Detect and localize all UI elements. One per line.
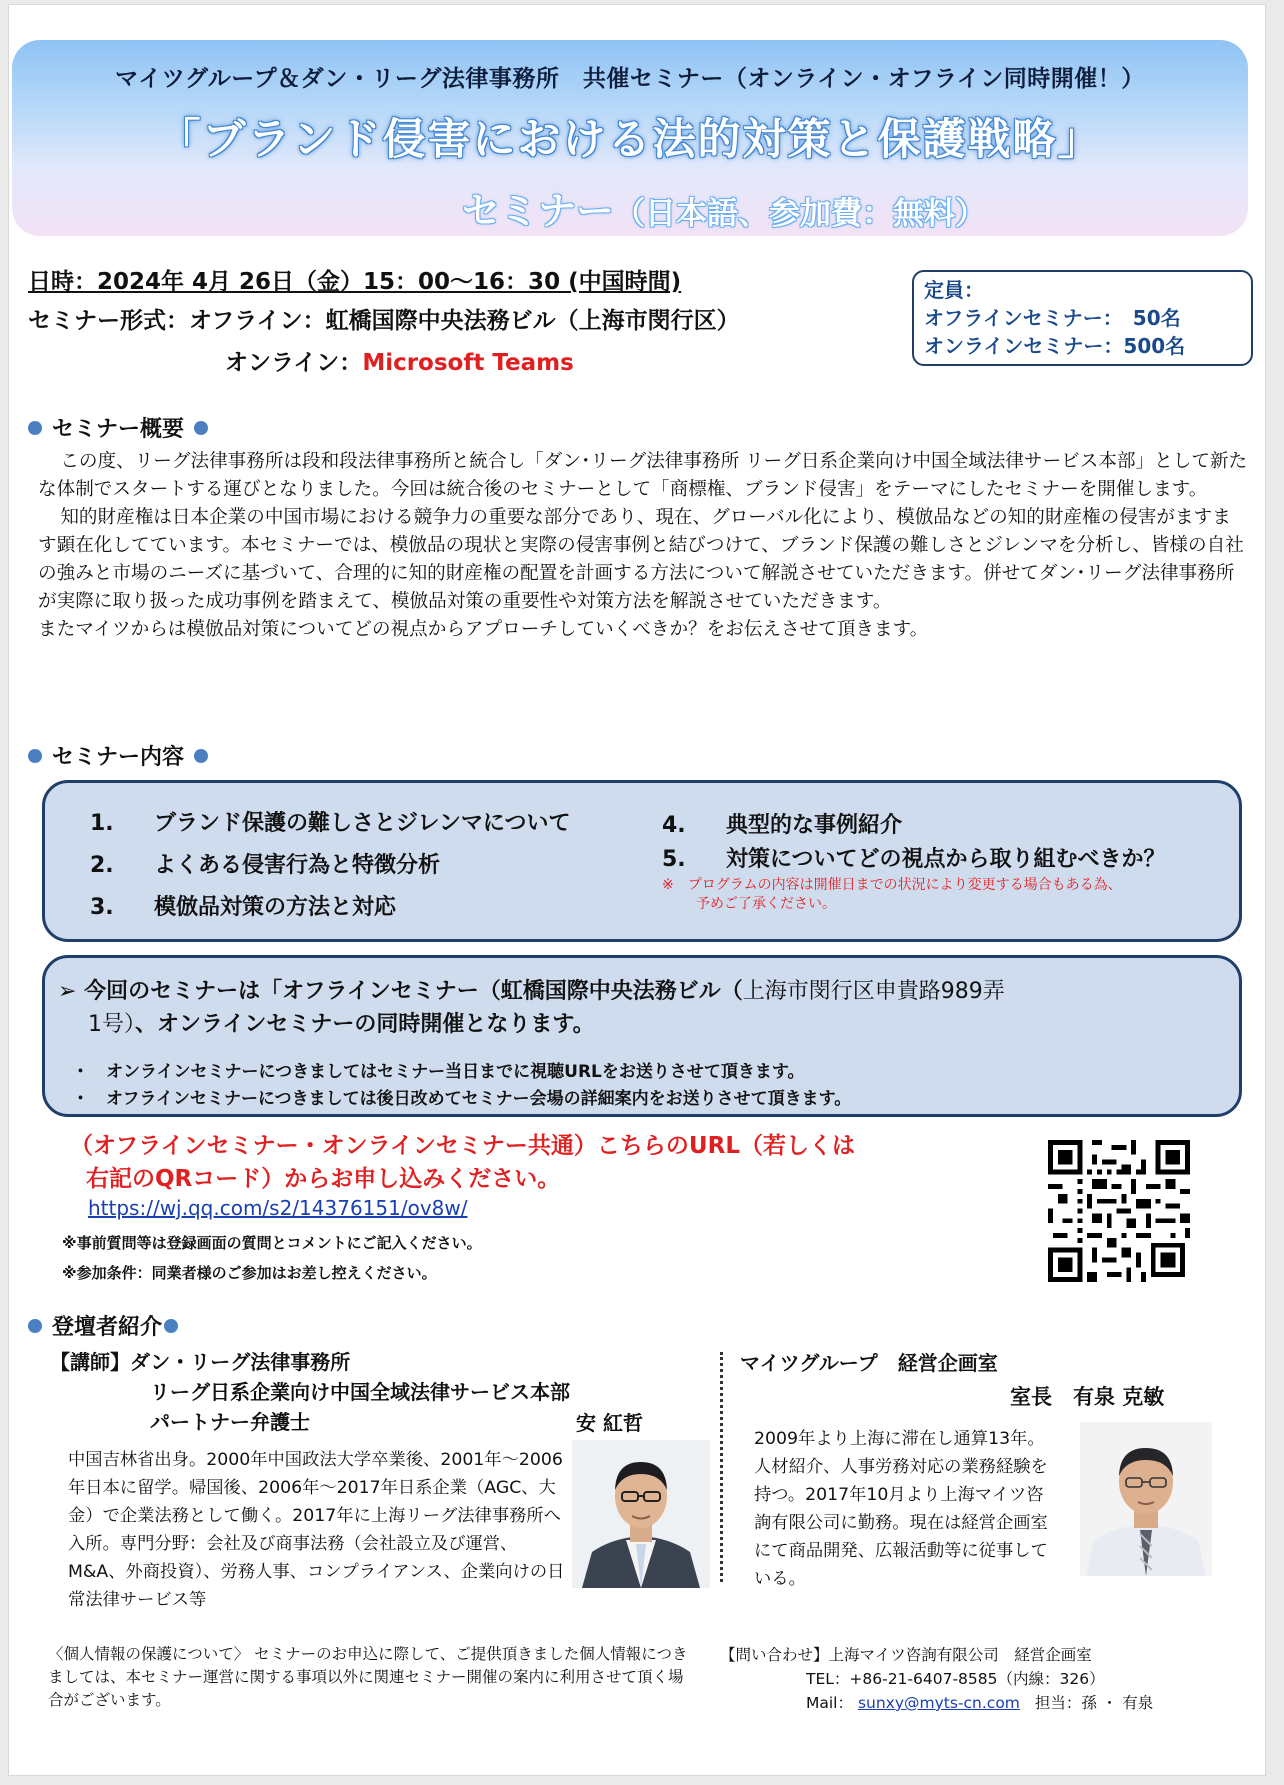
bullet-mark: ・	[72, 1062, 89, 1082]
contact-company: 【問い合わせ】上海マイツ咨詢有限公司 経営企画室	[720, 1646, 1092, 1664]
content-item-text: よくある侵害行為と特徴分析	[154, 853, 441, 878]
format-offline-line: セミナー形式：オフライン：虹橋国際中央法務ビル（上海市閔行区）	[28, 308, 740, 334]
datetime-line: 日時：2024年 4月 26日（金）15：00～16：30 (中国時間)	[28, 269, 682, 295]
banner-cohost-line: マイツグループ＆ダン・リーグ法律事務所 共催セミナー（オンライン・オフライン同時開催！）	[115, 66, 1145, 92]
content-item	[90, 890, 396, 921]
arrow-icon: ➢	[58, 979, 77, 1004]
info-bullet-text: オフラインセミナーにつきましては後日改めてセミナー会場の詳細案内をお送りさせて頂きます。	[106, 1089, 852, 1109]
content-item	[662, 808, 902, 839]
venue-info-text	[58, 975, 1188, 1041]
banner-subtitle-paren: （日本語、参加費：無料）	[614, 196, 987, 232]
lecturer-org: 【講師】ダン・リーグ法律事務所	[50, 1350, 351, 1374]
registration-link[interactable]: https://wj.qq.com/s2/14376151/ov8w/	[88, 1196, 468, 1220]
content-item-number: 1.	[90, 811, 114, 836]
bullet-dot-icon	[28, 421, 42, 435]
venue-address-cont: 1号）	[88, 1012, 135, 1037]
overview-paragraph: 知的財産権は日本企業の中国市場における競争力の重要な部分であり、現在、グローバル化により、模倣品などの知的財産権の侵害がますます顕在化してています。本セミナーでは、模倣品の現状と実際の侵害事例と結びつけて、ブランド保護の難しさとジレンマを分析し、皆様の自社の強みと市場のニーズに基づいて、合理的に知的財産権の配置を計画する方法について解説させていただきます。併せてダン･リーグ法律事務所が実際に取り扱った成功事例を踏まえて、模倣品対策の重要性や対策方法を解説させていただきます。	[38, 507, 1244, 612]
privacy-notice: 〈個人情報の保護について〉 セミナーのお申込に際して、ご提供頂きました個人情報につきましては、本セミナー運営に関する事項以外に関連セミナー開催の案内に利用させて頂く場合がございます。	[48, 1645, 688, 1709]
overview-paragraph: またマイツからは模倣品対策についてどの視点からアプローチしていくべきか？をお伝えさせて頂きます。	[38, 619, 929, 640]
banner-title: 「ブランド侵害における法的対策と保護戦略」	[157, 115, 1103, 165]
capacity-online: オンラインセミナー：500名	[924, 334, 1186, 358]
content-item-number: 2.	[90, 853, 114, 878]
overview-heading-text: セミナー概要	[52, 417, 185, 442]
lecturer-division: リーグ日系企業向け中国全域法律サービス本部	[150, 1380, 570, 1404]
lecturer-bio: 中国吉林省出身。2000年中国政法大学卒業後、2001年～2006年日本に留学。帰国後、2006年～2017年日系企業（AGC、大金）で企業法務として働く。2017年に上海リーグ法律事務所へ入所。専門分野：会社及び商事法務（会社設立及び運営、M&A、外商投資）、労務人事、コンプライアンス、企業向けの日常法律サービス等	[68, 1450, 565, 1610]
overview-heading	[28, 412, 208, 443]
banner-subtitle	[462, 180, 986, 235]
contact-tel: TEL：+86-21-6407-8585（内線：326）	[806, 1670, 1105, 1688]
program-change-note-line: 予めご了承ください。	[696, 896, 836, 912]
contact-block	[720, 1643, 1153, 1715]
header-banner	[12, 40, 1248, 236]
lecturer-title-block	[50, 1347, 570, 1437]
content-item-text: ブランド保護の難しさとジレンマについて	[154, 811, 571, 836]
speaker-divider	[720, 1352, 723, 1582]
contact-mail-link[interactable]: sunxy@myts-cn.com	[857, 1694, 1020, 1712]
bullet-mark: ・	[72, 1089, 89, 1109]
apply-line: 右記のQRコード）からお申し込みください。	[86, 1166, 561, 1192]
manager-bio: 2009年より上海に滞在し通算13年。人材紹介、人事労務対応の業務経験を持つ。2017年10月より上海マイツ咨詢有限公司に勤務。現在は経営企画室にて商品開発、広報活動等に従事している。	[754, 1429, 1048, 1589]
apply-instructions	[70, 1130, 1030, 1196]
format-online-label: オンライン：	[225, 350, 363, 376]
contact-staff: 担当：孫 ・ 有泉	[1034, 1694, 1154, 1712]
content-heading	[28, 740, 208, 771]
venue-address: 上海市閔行区申貴路989弄	[742, 979, 1005, 1004]
info-bullet	[72, 1084, 851, 1109]
content-item-text: 対策についてどの視点から取り組むべきか？	[726, 847, 1166, 872]
info-bullet-text: オンラインセミナーにつきましてはセミナー当日までに視聴URLをお送りさせて頂きます。	[106, 1062, 805, 1082]
lecturer-photo	[572, 1440, 710, 1588]
lecturer-name: 安 紅哲	[576, 1411, 643, 1435]
content-item	[90, 848, 440, 879]
bullet-dot-icon	[28, 749, 42, 763]
lecturer-position: パートナー弁護士	[150, 1410, 310, 1434]
program-change-note	[662, 876, 1122, 914]
overview-body	[38, 448, 1248, 644]
banner-subtitle-main: セミナー	[462, 189, 615, 233]
content-item	[662, 842, 1166, 873]
content-item-number: 4.	[662, 813, 686, 838]
manager-name: 室長 有泉 克敏	[1010, 1385, 1165, 1409]
content-item-text: 模倣品対策の方法と対応	[154, 895, 397, 920]
program-change-note-line: ※ プログラムの内容は開催日までの状況により変更する場合もある為、	[662, 877, 1122, 893]
content-item-number: 5.	[662, 847, 686, 872]
apply-line: （オフラインセミナー・オンラインセミナー共通）こちらのURL（若しくは	[70, 1133, 855, 1159]
overview-paragraph: この度、リーグ法律事務所は段和段法律事務所と統合し「ダン･リーグ法律事務所 リーグ日系企業向け中国全域法律サービス本部」として新たな体制でスタートする運びとなりました。今回は統合後のセミナーとして「商標権、ブランド侵害」をテーマにしたセミナーを開催します。	[38, 451, 1248, 500]
content-item-text: 典型的な事例紹介	[726, 813, 903, 838]
venue-info-part: 今回のセミナーは「オフラインセミナー（虹橋国際中央法務ビル（	[84, 979, 743, 1004]
content-item	[90, 806, 570, 837]
format-online-value: Microsoft Teams	[362, 350, 574, 376]
info-bullet	[72, 1057, 805, 1082]
content-item-number: 3.	[90, 895, 114, 920]
manager-photo	[1080, 1422, 1212, 1576]
bullet-dot-icon	[28, 1319, 42, 1333]
bullet-dot-icon	[194, 749, 208, 763]
speakers-heading	[28, 1310, 178, 1341]
capacity-box	[912, 270, 1253, 366]
venue-info-part: 、オンラインセミナーの同時開催となります。	[135, 1012, 595, 1037]
registration-qr-code-icon[interactable]	[1048, 1140, 1190, 1282]
contact-mail-label: Mail：	[806, 1694, 853, 1712]
question-note: ※事前質問等は登録画面の質問とコメントにご記入ください。	[62, 1234, 482, 1252]
speakers-heading-text: 登壇者紹介	[52, 1315, 163, 1340]
format-online-line	[225, 344, 574, 377]
participation-note: ※参加条件：同業者様のご参加はお差し控えください。	[62, 1264, 437, 1282]
capacity-offline: オフラインセミナー： 50名	[924, 306, 1181, 330]
capacity-label: 定員：	[924, 278, 984, 302]
bullet-dot-icon	[194, 421, 208, 435]
bullet-dot-icon	[164, 1319, 178, 1333]
manager-org: マイツグループ 経営企画室	[740, 1351, 998, 1375]
content-heading-text: セミナー内容	[52, 745, 185, 770]
